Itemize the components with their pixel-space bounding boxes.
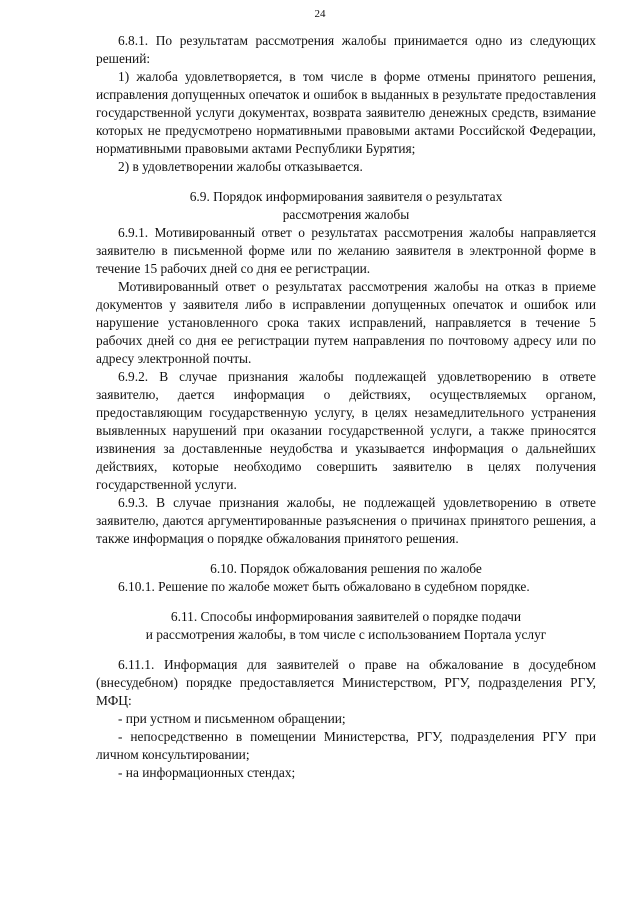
document-body [96, 32, 596, 782]
page-number: 24 [314, 8, 326, 20]
paragraph-6-10-1: 6.10.1. Решение по жалобе может быть обжаловано в судебном порядке. [118, 579, 530, 594]
paragraph-6-9-2: 6.9.2. В случае признания жалобы подлежащей удовлетворению в ответе заявителю, дается информация о действиях, осуществляемых органом, предоставляющим государственную услугу, в целях незамедлительного устранения выявленных нарушений при оказании государственной услуги, а также приносятся извинения за доставленные неудобства и указывается информация о дальнейших действиях, которые необходимо совершить заявителю в целях получения государственной услуги. [96, 369, 596, 492]
paragraph-decision-2: 2) в удовлетворении жалобы отказывается. [118, 159, 363, 174]
section-heading-6-9-line1: 6.9. Порядок информирования заявителя о результатах [189, 189, 503, 204]
paragraph-6-11-1: 6.11.1. Информация для заявителей о праве на обжалование в досудебном (внесудебном) порядке предоставляется Министерством, РГУ, подразделения РГУ, МФЦ: [96, 657, 596, 708]
section-heading-6-11-line1: 6.11. Способы информирования заявителей о порядке подачи [170, 609, 522, 624]
section-heading-6-9-line2: рассмотрения жалобы [282, 207, 410, 222]
section-heading-6-11-line2: и рассмотрения жалобы, в том числе с использованием Портала услуг [145, 627, 547, 642]
paragraph-6-9-3: 6.9.3. В случае признания жалобы, не подлежащей удовлетворению в ответе заявителю, даются аргументированные разъяснения о причинах принятого решения, а также информация о порядке обжалования принятого решения. [96, 495, 596, 546]
paragraph-6-9-1: 6.9.1. Мотивированный ответ о результатах рассмотрения жалобы направляется заявителю в письменной форме или по желанию заявителя в электронной форме в течение 15 рабочих дней со дня ее регистрации. [96, 225, 596, 276]
paragraph-6-8-1: 6.8.1. По результатам рассмотрения жалобы принимается одно из следующих решений: [96, 33, 596, 66]
paragraph-decision-1: 1) жалоба удовлетворяется, в том числе в форме отмены принятого решения, исправления допущенных опечаток и ошибок в выданных в результате предоставления государственной услуги документах, возврата заявителю денежных средств, взимание которых не предусмотрено нормативными правовыми актами Российской Федерации, нормативными правовыми актами Республики Бурятия; [96, 69, 596, 156]
list-item-oral-written: - при устном и письменном обращении; [118, 711, 346, 726]
paragraph-reasoned-answer: Мотивированный ответ о результатах рассмотрения жалобы на отказ в приеме документов у заявителя либо в исправлении допущенных опечаток и ошибок или нарушение установленного срока таких исправлений, направляется в течение 5 рабочих дней со дня ее регистрации путем направления по почтовому адресу или по адресу электронной почты. [96, 279, 596, 366]
section-heading-6-10: 6.10. Порядок обжалования решения по жалобе [210, 561, 482, 576]
list-item-info-stands: - на информационных стендах; [118, 765, 296, 780]
list-item-in-premises: - непосредственно в помещении Министерства, РГУ, подразделения РГУ при личном консультировании; [96, 729, 596, 762]
